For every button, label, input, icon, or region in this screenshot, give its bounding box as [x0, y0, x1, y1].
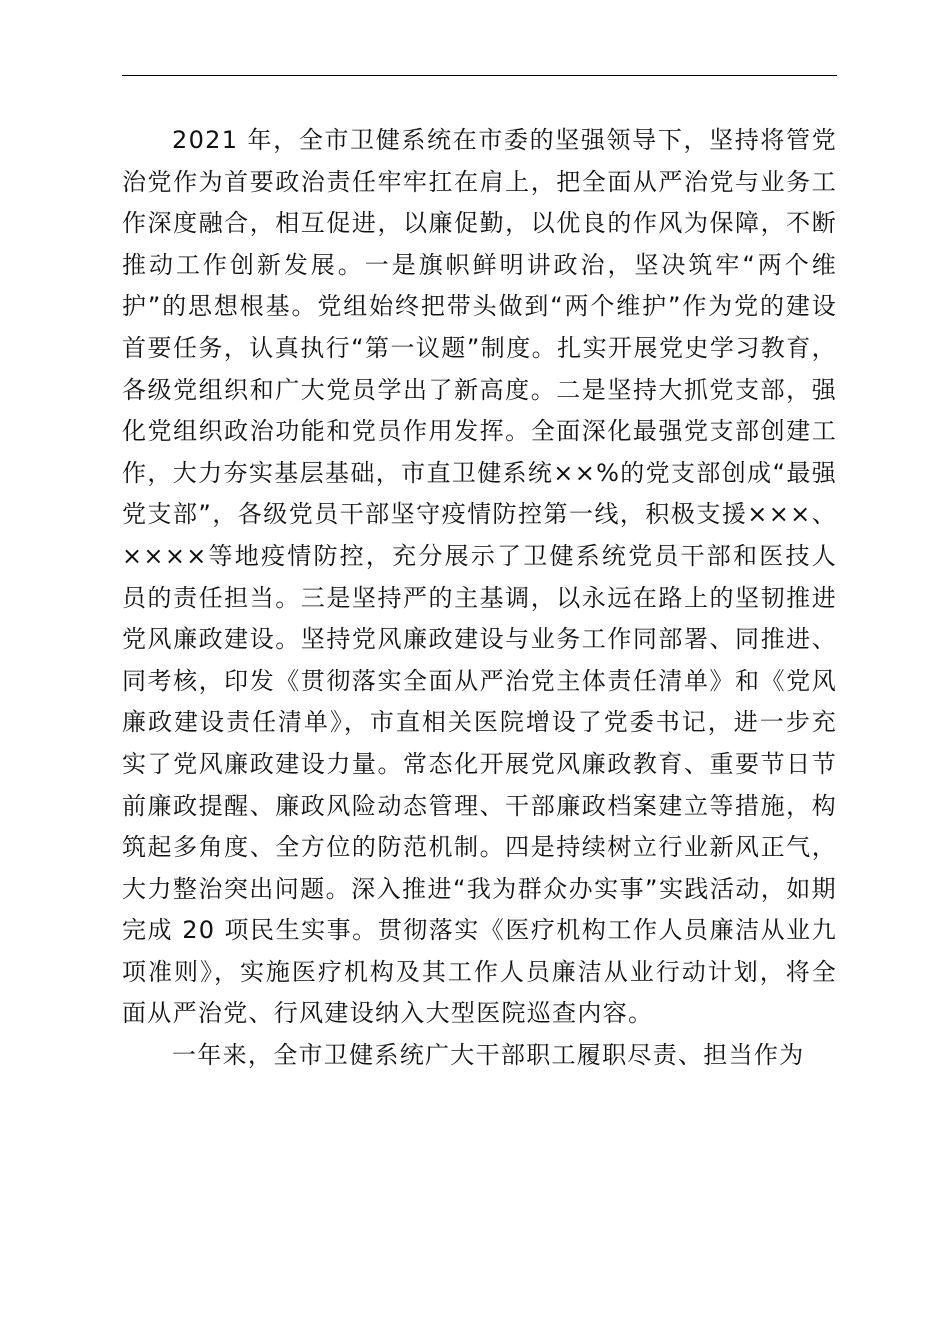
paragraph-one-year: 一年来，全市卫健系统广大干部职工履职尽责、担当作为: [172, 1041, 805, 1070]
header-rule: [122, 75, 837, 76]
body-text: [122, 120, 837, 1077]
paragraph-2021-summary: 2021 年，全市卫健系统在市委的坚强领导下，坚持将管党治党作为首要政治责任牢牢扛在肩上，把全面从严治党与业务工作深度融合，相互促进，以廉促勤，以优良的作风为保障，不断推动工作创新发展。一是旗帜鲜明讲政治，坚决筑牢“两个维护”的思想根基。党组始终把带头做到“两个维护”作为党的建设首要任务，认真执行“第一议题”制度。扎实开展党史学习教育，各级党组织和广大党员学出了新高度。二是坚持大抓党支部，强化党组织政治功能和党员作用发挥。全面深化最强党支部创建工作，大力夯实基层基础，市直卫健系统××%的党支部创成“最强党支部”，各级党员干部坚守疫情防控第一线，积极支援×××、××××等地疫情防控，充分展示了卫健系统党员干部和医技人员的责任担当。三是坚持严的主基调，以永远在路上的坚韧推进党风廉政建设。坚持党风廉政建设与业务工作同部署、同推进、同考核，印发《贯彻落实全面从严治党主体责任清单》和《党风廉政建设责任清单》，市直相关医院增设了党委书记，进一步充实了党风廉政建设力量。常态化开展党风廉政教育、重要节日节前廉政提醒、廉政风险动态管理、干部廉政档案建立等措施，构筑起多角度、全方位的防范机制。四是持续树立行业新风正气，大力整治突出问题。深入推进“我为群众办实事”实践活动，如期完成 20 项民生实事。贯彻落实《医疗机构工作人员廉洁从业九项准则》，实施医疗机构及其工作人员廉洁从业行动计划，将全面从严治党、行风建设纳入大型医院巡查内容。: [122, 126, 837, 1028]
